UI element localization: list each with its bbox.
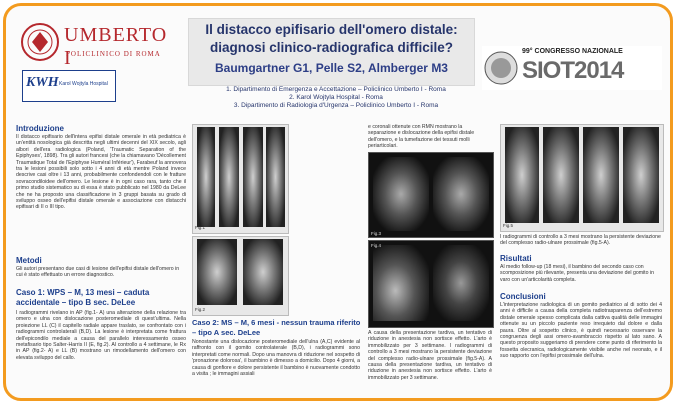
intro-heading: Introduzione <box>16 124 64 133</box>
right-text-top: I radiogrammi di controllo a 3 mesi mostrano la persistente deviazione del complesso radio-ulnare prossimale (fig.5-A). <box>500 234 661 247</box>
authors: Baumgartner G1, Pelle S2, Almberger M3 <box>215 61 448 75</box>
affiliation-3: 3. Dipartimento di Radiologia d'Urgenza – Policlinico Umberto I - Roma <box>233 102 439 109</box>
metodi-heading: Metodi <box>16 256 42 265</box>
title-box <box>188 18 475 86</box>
kwh-mark: KWH <box>26 75 59 90</box>
umberto-logo <box>20 20 178 69</box>
siot-seal-icon <box>484 48 518 88</box>
affiliation-1: 1. Dipartimento di Emergenza e Accettazione – Policlinico Umberto I - Roma <box>226 86 446 93</box>
title-line-2: diagnosi clinico-radiografica difficile? <box>209 40 454 55</box>
fig5-label: Fig.5 <box>503 223 514 228</box>
siot-name: SIOT2014 <box>522 57 624 84</box>
intro-text: Il distacco epifisario dell'intera epifisi distale omerale in età pediatrica è un'entità nosologica già descritta negli ultimi decenni del XIX secolo, agli albori dell'era radiologica (Poland, 'Traumatic Separation of the Epiphyses', 1898). Tra gli autori francesi (che la chiamavano 'Décollement Traumatique Total de l'Epiphyse Huméral Inférieur'), Farabeuf la annovera tra le lesioni possibili solo sotto i 4 anni di età mentre Poland invece descrive casi oltre i 13 anni, probabilmente confondendoli con le fratture sovracondiloidee dell'omero. Le lesione è in ogni caso rara, tanto che il primo studio sistematico su di essa è stato pubblicato nel 1980 da DeLee che ne ha proposto una classificazione in 3 gruppi basata su grado di sviluppo osseo dell'epifisi distale omerale e associazione con distacchi epifisari di II o III tipo. <box>16 134 186 211</box>
caso1-heading: Caso 1: WPS – M, 13 mesi – caduta accidentale – tipo B sec. DeLee <box>16 288 150 307</box>
fig4-label: Fig.4 <box>371 243 382 248</box>
mri-c <box>373 245 429 321</box>
umberto-emblem-icon <box>20 20 60 64</box>
conclusioni-text: L'interpretazione radiologica di un gomito pediatrico al di sotto dei 4 anni è difficile a causa della completa radiotrasparenza dell'estremo distale omerale spesso complicata dalla cattiva qualità delle immagini ottenute su un piccolo paziente reso irrequieto dal dolore e dalla paura. Oltre al sospetto clinico, è quindi necessario osservare la congruenza degli assi omero-avambraccio rispetto al lato sano. A questo proposito suggeriamo di prendere come punto di riferimento la fossetta olecranica, radiologicamente visibile anche nel neonato, e il suo rapporto con l'epifisi prossimale dell'ulna. <box>500 302 662 360</box>
fig3-label: Fig.3 <box>371 231 382 236</box>
fig2-label: Fig.2 <box>195 307 206 312</box>
xray-h <box>543 127 579 223</box>
middle-text-top: e coronali ottenute con RMN mostrano la separazione e dislocazione della epifisi distale dell'omero, e la tumefazione dei tessuti molli periarticolari. <box>368 124 475 150</box>
fig1-label: Fig.1 <box>195 225 206 230</box>
xray-b <box>219 127 239 227</box>
umberto-name: UMBERTO I <box>64 24 168 69</box>
xray-e <box>197 239 237 305</box>
siot-logo <box>482 46 662 90</box>
poster-frame <box>3 3 673 401</box>
caso2-heading: Caso 2: MS – M, 6 mesi - nessun trauma riferito – tipo A sec. DeLee <box>192 318 361 337</box>
xray-j <box>623 127 659 223</box>
xray-g <box>505 127 539 223</box>
conclusioni-heading: Conclusioni <box>500 292 546 301</box>
caso1-text: I radiogrammi rivelano in AP (fig.1- A) una alterazione della relazione tra omero e ulna con dislocazione posteromediale di quest'ultima. Nella proiezione LL (C) il capitello radiale appare traslato, se confrontato con i radiogrammi controlaterali (B,D). La lesione è interpretata come frattura dell'epicondilo mediale a causa del parallelo interessamento osseo metafisario tipo Salter-Harris II (E, fig.2). Al controllo a 4 settimane, le Rx in AP (fig.2- A) e LL (B) mostrano un rimodellamento dell'omero con elevata sviluppo del callo. <box>16 310 186 361</box>
xray-f <box>243 239 283 305</box>
figure-4 <box>368 240 494 328</box>
figure-5 <box>500 124 664 232</box>
risultati-text: Al medio follow-up (18 mesi), il bambino del secondo caso con scomposizione più rilevante, presenta una deviazione del gomito in varo con un'articolarità completa. <box>500 264 654 283</box>
karol-wojtyla-logo <box>22 70 116 102</box>
figure-1 <box>192 124 289 234</box>
risultati-heading: Risultati <box>500 254 532 263</box>
xray-a <box>197 127 215 227</box>
xray-d <box>266 127 285 227</box>
karol-name: Karol Wojtyla Hospital <box>59 81 108 87</box>
poster-title <box>189 21 474 57</box>
mri-b <box>433 157 489 231</box>
xray-c <box>243 127 263 227</box>
metodi-text: Gli autori presentano due casi di lesione dell'epifisi distale dell'omero in cui è stato effettuato un errore diagnostico. <box>16 266 180 279</box>
mri-d <box>433 245 489 321</box>
siot-congress: 99° CONGRESSO NAZIONALE <box>522 48 623 55</box>
affiliation-2: 2. Karol Wojtyla Hospital - Roma <box>289 94 383 101</box>
figure-2 <box>192 236 289 316</box>
xray-i <box>583 127 619 223</box>
umberto-subtitle: POLICLINICO DI ROMA <box>66 50 161 58</box>
title-line-1: Il distacco epifisario dell'omero distale: <box>205 22 458 37</box>
mri-a <box>373 157 429 231</box>
figure-3 <box>368 152 494 238</box>
caso2-text: Nonostante una dislocazione posteromediale dell'ulna (A,C) evidente al raffronto con il gomito controlaterale (B,D), i radiogrammi sono interpretati come normali. Dopo una manovra di riduzione nel sospetto di 'pronazione dolorosa', il bambino è dimesso a domicilio. Dopo 4 giorni, a causa di gonfiore e dolore persistente il bambino è nuovamente condotto a visita ; le immagini assiali <box>192 339 360 378</box>
middle-text-bottom: A causa della presentazione tardiva, un tentativo di riduzione in anestesia non sortisce effetto. L'arto è immobilizzato per 3 settimane. I radiogrammi di controllo a 3 mesi mostrano la persistente deviazione del complesso radio-ulnare prossimale (fig.5-A). A causa della presentazione tardiva, un tentativo di riduzione in anestesia non sortisce effetto. L'arto è immobilizzato per 3 settimane. <box>368 330 492 381</box>
